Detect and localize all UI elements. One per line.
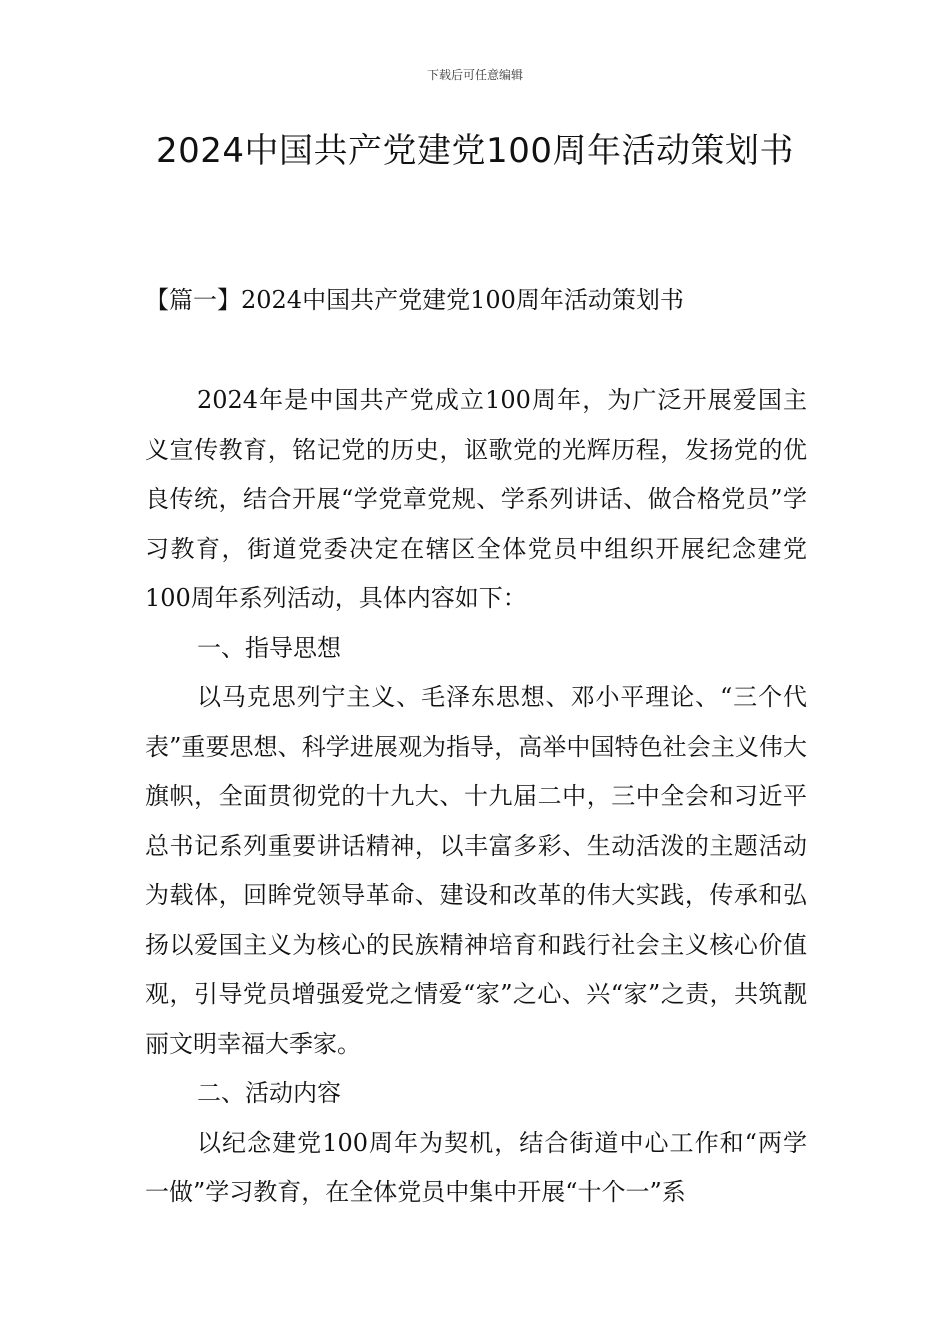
intro-paragraph: 2024年是中国共产党成立100周年，为广泛开展爱国主义宣传教育，铭记党的历史，讴歌党的光辉历程，发扬党的优良传统，结合开展“学党章党规、学系列讲话、做合格党员”学习教育，街道党委决定在辖区全体党员中组织开展纪念建党100周年系列活动，具体内容如下： — [145, 386, 807, 612]
section-heading: 【篇一】2024中国共产党建党100周年活动策划书 — [145, 286, 684, 314]
header-note: 下载后可任意编辑 — [426, 68, 523, 82]
heading-activity-content: 二、活动内容 — [197, 1079, 341, 1107]
heading-guiding-ideology: 一、指导思想 — [197, 633, 341, 662]
guiding-ideology-paragraph: 以马克思列宁主义、毛泽东思想、邓小平理论、“三个代表”重要思想、科学进展观为指导，高举中国特色社会主义伟大旗帜，全面贯彻党的十九大、十九届二中，三中全会和习近平总书记系列重要讲话精神，以丰富多彩、生动活泼的主题活动为载体，回眸党领导革命、建设和改革的伟大实践，传承和弘扬以爱国主义为核心的民族精神培育和践行社会主义核心价值观，引导党员增强爱党之情爱“家”之心、兴“家”之责，共筑靓丽文明幸福大季家。 — [145, 683, 807, 1058]
document-body — [145, 376, 807, 1218]
document-title: 2024中国共产党建党100周年活动策划书 — [156, 131, 794, 171]
activity-content-paragraph: 以纪念建党100周年为契机，结合街道中心工作和“两学一做”学习教育，在全体党员中集中开展“十个一”系 — [145, 1128, 807, 1206]
